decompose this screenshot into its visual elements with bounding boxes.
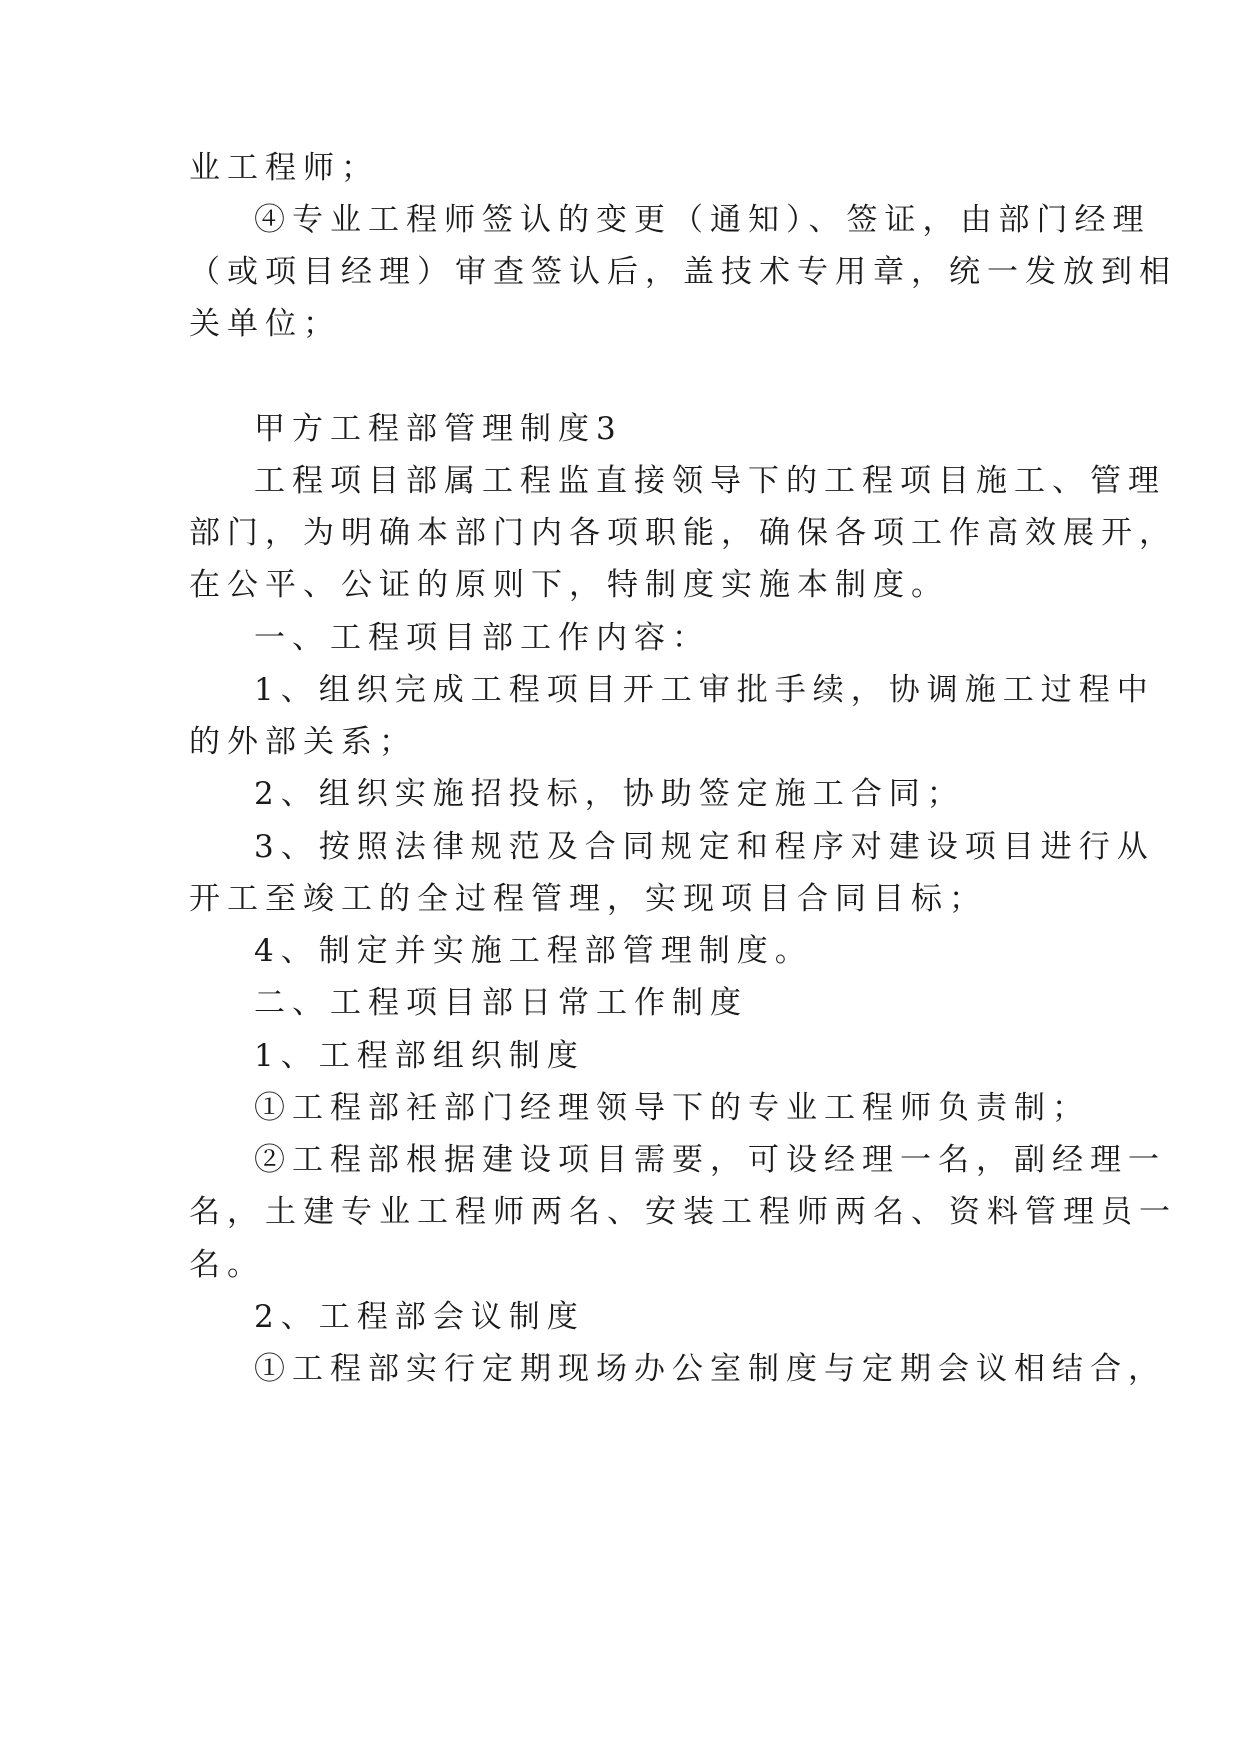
text-line: 的外部关系； <box>189 724 417 760</box>
text-line: 关单位； <box>189 306 341 342</box>
text-line: 2、组织实施招投标，协助签定施工合同； <box>254 776 965 812</box>
text-line: 3、按照法律规范及合同规定和程序对建设项目进行从 <box>254 829 1155 865</box>
text-line: 名，土建专业工程师两名、安装工程师两名、资料管理员一 <box>189 1194 1177 1230</box>
text-line: ②工程部根据建设项目需要，可设经理一名，副经理一 <box>254 1142 1166 1178</box>
text-line: 2、工程部会议制度 <box>254 1299 585 1335</box>
text-line: 1、组织完成工程项目开工审批手续，协调施工过程中 <box>254 672 1155 708</box>
text-line: ④专业工程师签认的变更（通知）、签证，由部门经理 <box>254 202 1151 238</box>
text-line: 开工至竣工的全过程管理，实现项目合同目标； <box>189 881 987 917</box>
text-line: 部门，为明确本部门内各项职能，确保各项工作高效展开， <box>189 515 1177 551</box>
text-line: 二、工程项目部日常工作制度 <box>254 985 748 1021</box>
text-line: 1、工程部组织制度 <box>254 1038 585 1074</box>
text-line: 工程项目部属工程监直接领导下的工程项目施工、管理 <box>254 463 1166 499</box>
text-line: （或项目经理）审查签认后，盖技术专用章，统一发放到相 <box>189 254 1177 290</box>
text-line: ①工程部实行定期现场办公室制度与定期会议相结合， <box>254 1351 1166 1387</box>
text-line: 一、工程项目部工作内容： <box>254 620 710 656</box>
section-heading: 甲方工程部管理制度3 <box>254 411 623 447</box>
text-line: 在公平、公证的原则下，特制度实施本制度。 <box>189 567 949 603</box>
text-line: 业工程师； <box>189 150 379 186</box>
text-line: ①工程部衽部门经理领导下的专业工程师负责制； <box>254 1090 1090 1126</box>
text-line: 名。 <box>189 1247 265 1283</box>
text-line: 4、制定并实施工程部管理制度。 <box>254 933 813 969</box>
